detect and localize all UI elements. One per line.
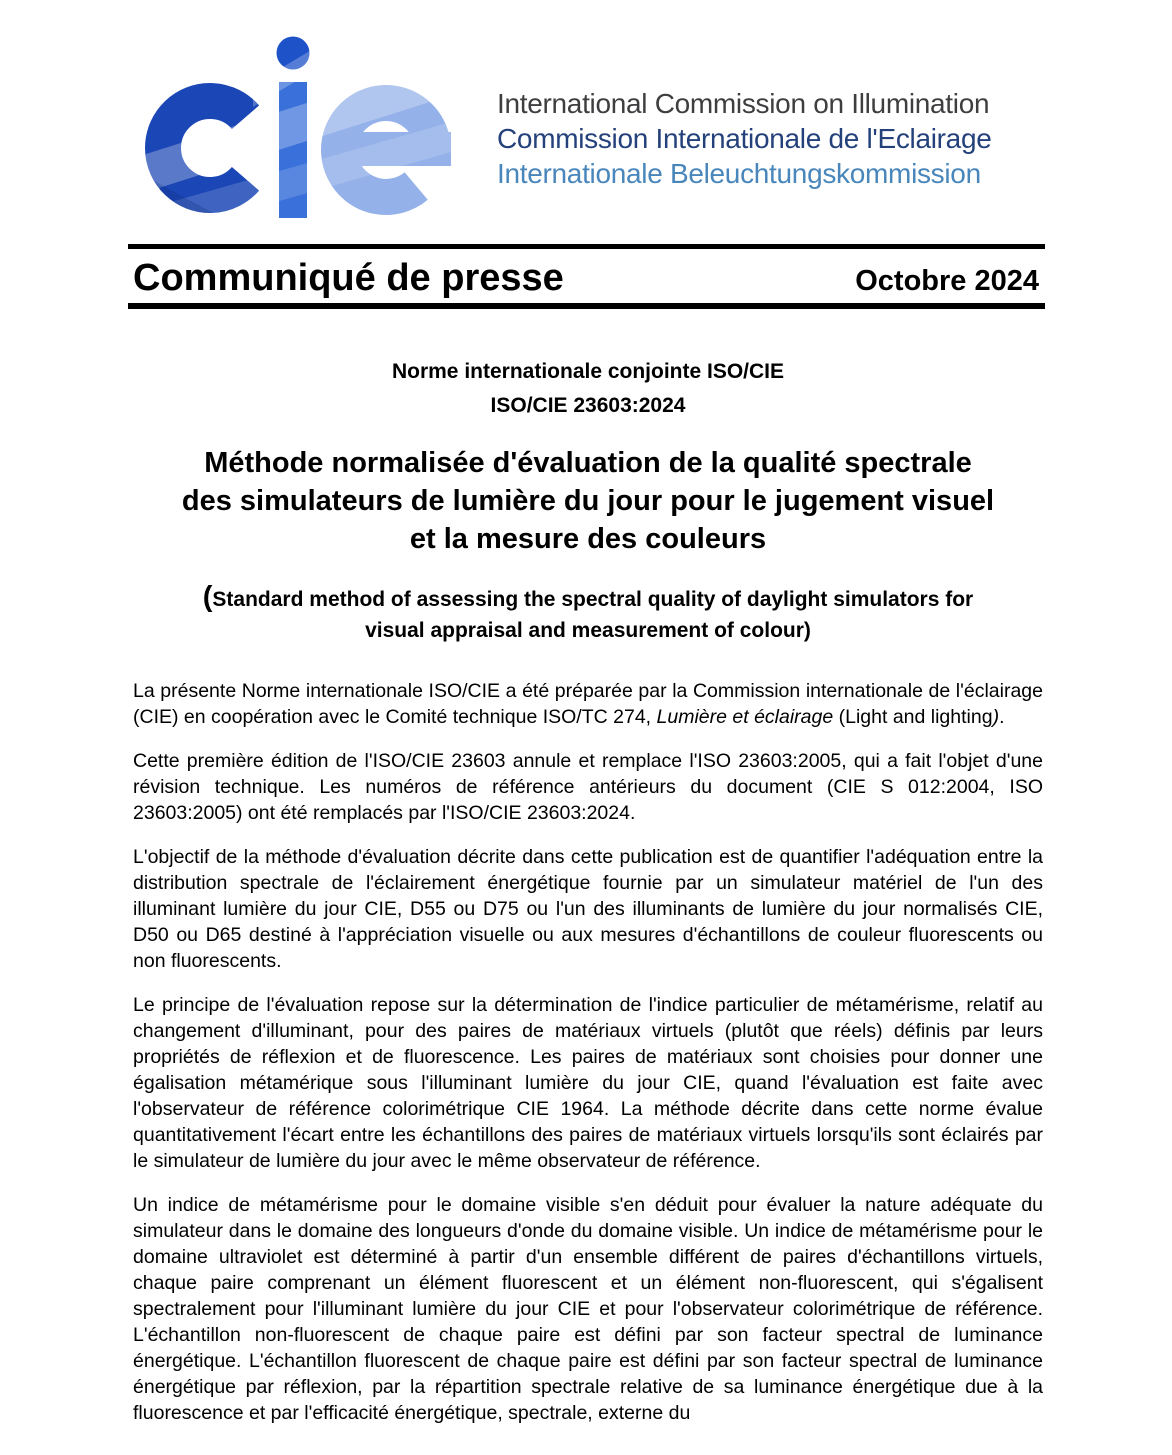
text-segment: Cette première édition de l'ISO/CIE 23603 annule et remplace l'ISO 23603:2005, qui a fait l'objet d'une révision technique. Les numéros de référence antérieurs du document (CIE S 012:2004, ISO 23603:2005) ont été remplacés par l'ISO/CIE 23603:2024.	[133, 750, 1043, 824]
body-paragraph	[133, 1192, 1043, 1426]
title-english	[133, 582, 1043, 646]
body-paragraphs	[133, 678, 1043, 1426]
org-name-french: Commission Internationale de l'Eclairage	[497, 123, 992, 154]
body-paragraph	[133, 992, 1043, 1174]
press-release-title: Communiqué de presse	[133, 257, 564, 299]
press-release-date: Octobre 2024	[855, 265, 1039, 297]
title-english-line-1-text: Standard method of assessing the spectral quality of daylight simulators for	[212, 588, 974, 611]
title-french-line-3: et la mesure des couleurs	[409, 523, 767, 555]
subject-line-2: ISO/CIE 23603:2024	[490, 394, 686, 417]
org-name-german: Internationale Beleuchtungskommission	[497, 158, 981, 189]
text-segment: La présente Norme internationale ISO/CIE a été préparée par la Commission internationale de l'éclairage (CIE) en coopération avec le Comité technique ISO/TC 274,	[133, 680, 1043, 728]
text-segment: .	[999, 706, 1005, 728]
text-segment: )	[992, 706, 1000, 728]
document-body	[128, 355, 1045, 1426]
title-english-line-1	[133, 582, 1043, 615]
text-segment: Le principe de l'évaluation repose sur la détermination de l'indice particulier de métamérisme, relatif au changement d'illuminant, pour des paires de matériaux virtuels (plutôt que réels) définis par leurs propriétés de réflexion et de fluorescence. Les paires de matériaux sont choisies pour donner une égalisation métamérique sous l'illuminant lumière du jour CIE, quand l'évaluation est faite avec l'observateur de référence colorimétrique CIE 1964. La méthode décrite dans cette norme évalue quantitativement l'écart entre les échantillons des paires de matériaux virtuels lorsqu'ils sont éclairés par le simulateur de lumière du jour avec le même observateur de référence.	[133, 994, 1043, 1172]
cie-logo	[143, 25, 458, 225]
subject-line-1: Norme internationale conjointe ISO/CIE	[391, 360, 785, 383]
text-segment: (Light and lighting	[833, 706, 993, 728]
organization-names	[497, 86, 992, 191]
subject-heading	[133, 355, 1043, 423]
body-paragraph	[133, 678, 1043, 730]
body-paragraph	[133, 844, 1043, 974]
press-release-banner	[128, 244, 1045, 309]
title-french-line-2: des simulateurs de lumière du jour pour le jugement visuel	[181, 485, 995, 517]
text-segment: L'objectif de la méthode d'évaluation décrite dans cette publication est de quantifier l'adéquation entre la distribution spectrale de l'éclairement énergétique fournie par un simulateur matériel de l'un des illuminant lumière du jour CIE, D55 ou D75 ou l'un des illuminants de lumière du jour normalisés CIE, D50 ou D65 destiné à l'appréciation visuelle ou aux mesures d'échantillons de couleur fluorescents ou non fluorescents.	[133, 846, 1043, 972]
org-name-english: International Commission on Illumination	[497, 88, 990, 119]
body-paragraph	[133, 748, 1043, 826]
title-english-line-2: visual appraisal and measurement of colour)	[365, 619, 811, 642]
title-french	[133, 444, 1043, 558]
text-segment: Lumière et éclairage	[656, 706, 834, 728]
title-french-line-1: Méthode normalisée d'évaluation de la qualité spectrale	[204, 447, 972, 479]
masthead	[0, 0, 1172, 230]
text-segment: Un indice de métamérisme pour le domaine visible s'en déduit pour évaluer la nature adéquate du simulateur dans le domaine des longueurs d'onde du domaine visible. Un indice de métamérisme pour le domaine ultraviolet est déterminé à partir d'un ensemble différent de paires d'échantillons virtuels, chaque paire comprenant un élément fluorescent et un élément non-fluorescent, qui s'égalisent spectralement pour l'illuminant lumière du jour CIE et pour l'observateur colorimétrique de référence. L'échantillon non-fluorescent de chaque paire est défini par son facteur spectral de luminance énergétique. L'échantillon fluorescent de chaque paire est défini par son facteur spectral de luminance énergétique par réflexion, par la répartition spectrale relative de sa luminance énergétique due à la fluorescence et par l'efficacité énergétique, spectrale, externe du	[133, 1194, 1043, 1424]
open-paren: (	[202, 581, 213, 613]
